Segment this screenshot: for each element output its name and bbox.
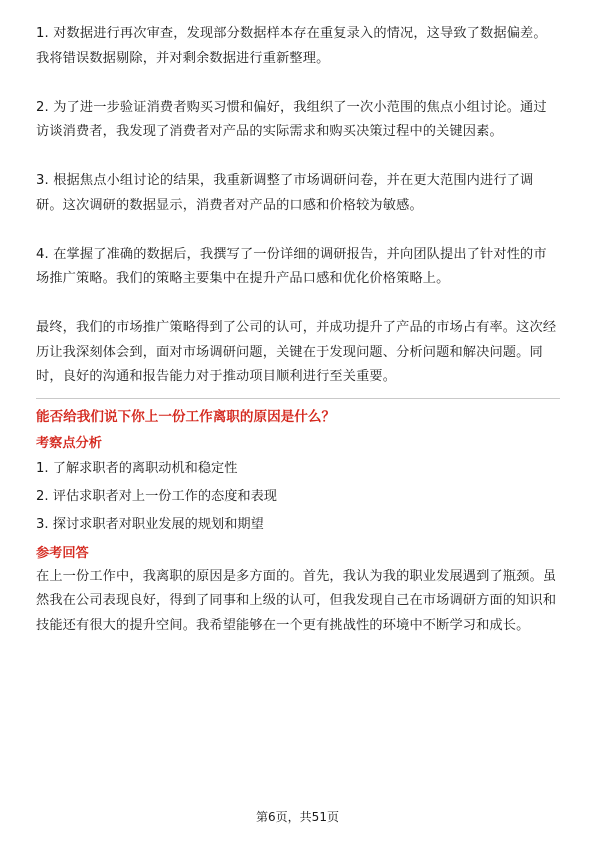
- analysis-point: 1. 了解求职者的离职动机和稳定性: [36, 460, 238, 476]
- document-page: [36, 22, 560, 638]
- answer-text: 在上一份工作中，我离职的原因是多方面的。首先，我认为我的职业发展遇到了瓶颈。虽然我在公司表现良好，得到了同事和上级的认可，但我发现自己在市场调研方面的知识和技能还有很大的提升空间。我希望能够在一个更有挑战性的环境中不断学习和成长。: [36, 568, 557, 633]
- paragraph-step-3: 3. 根据焦点小组讨论的结果，我重新调整了市场调研问卷，并在更大范围内进行了调研。这次调研的数据显示，消费者对产品的口感和价格较为敏感。: [36, 173, 534, 213]
- analysis-point: 3. 探讨求职者对职业发展的规划和期望: [36, 516, 264, 532]
- analysis-point: 2. 评估求职者对上一份工作的态度和表现: [36, 488, 277, 504]
- interview-question: 能否给我们说下你上一份工作离职的原因是什么？: [36, 408, 336, 425]
- paragraph-step-2: 2. 为了进一步验证消费者购买习惯和偏好，我组织了一次小范围的焦点小组讨论。通过访谈消费者，我发现了消费者对产品的实际需求和购买决策过程中的关键因素。: [36, 99, 547, 139]
- answer-heading: 参考回答: [36, 545, 89, 561]
- section-divider: [36, 398, 560, 399]
- paragraph-conclusion: 最终，我们的市场推广策略得到了公司的认可，并成功提升了产品的市场占有率。这次经历让我深刻体会到，面对市场调研问题，关键在于发现问题、分析问题和解决问题。同时，良好的沟通和报告能力对于推动项目顺利进行至关重要。: [36, 320, 557, 384]
- analysis-heading: 考察点分析: [36, 435, 102, 451]
- paragraph-step-1: 1. 对数据进行再次审查，发现部分数据样本存在重复录入的情况，这导致了数据偏差。我将错误数据剔除，并对剩余数据进行重新整理。: [36, 26, 547, 66]
- page-number-footer: 第6页，共51页: [256, 810, 339, 824]
- paragraph-step-4: 4. 在掌握了准确的数据后，我撰写了一份详细的调研报告，并向团队提出了针对性的市场推广策略。我们的策略主要集中在提升产品口感和优化价格策略上。: [36, 246, 547, 286]
